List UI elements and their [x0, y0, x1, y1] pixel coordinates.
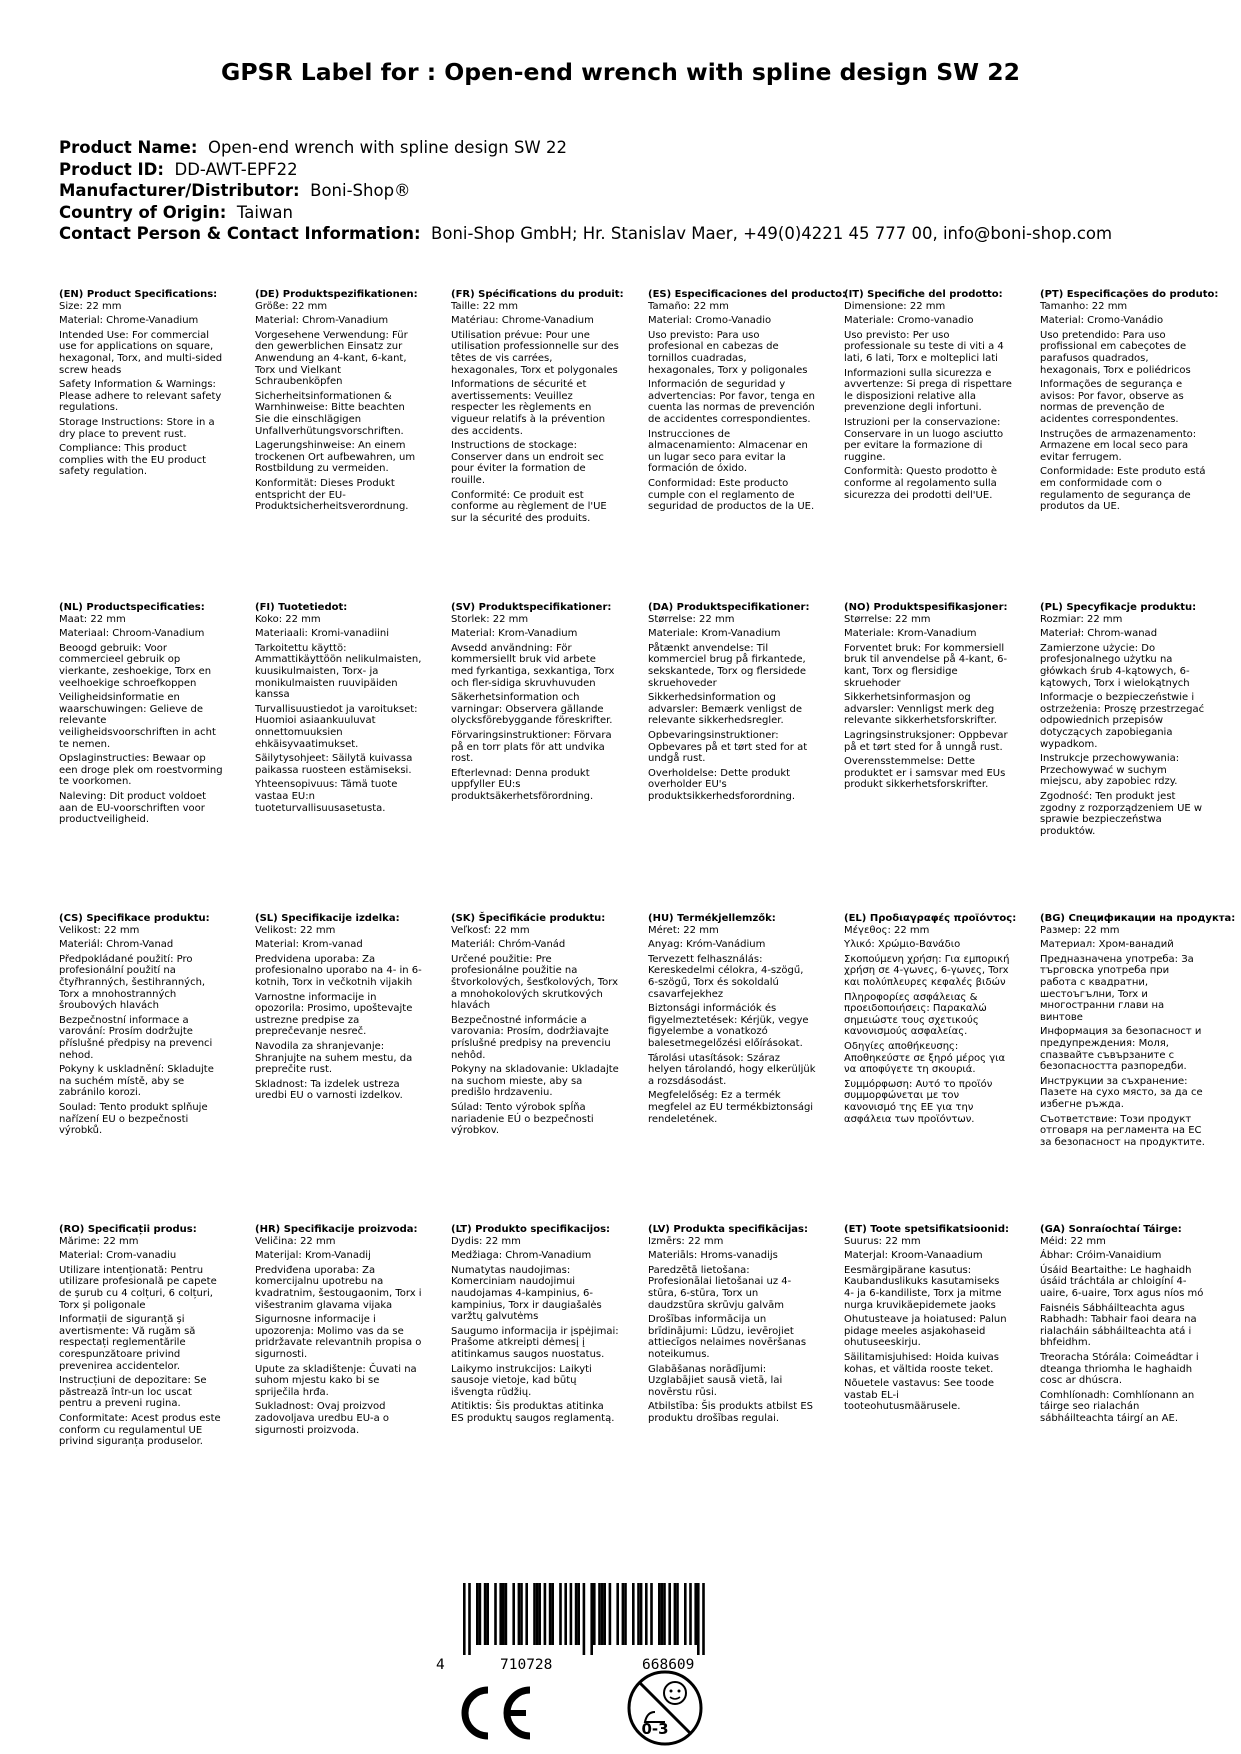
spec-block: [1040, 1224, 1208, 1428]
contact-value: Boni-Shop GmbH; Hr. Stanislav Maer, +49(0)4221 45 777 00, info@boni-shop.com: [431, 224, 1113, 243]
spec-line: Conformité: Ce produit est conforme au règlement de l'UE sur la sécurité des produits.: [451, 489, 607, 524]
spec-block: [844, 1224, 1012, 1416]
country-label: Country of Origin:: [59, 202, 227, 222]
spec-line: Säkerhetsinformation och varningar: Observera gällande olycksförebyggande föreskrifter.: [451, 692, 613, 727]
spec-line: Utilizare intenționată: Pentru utilizare profesională pe capete de șurub cu 4 colțuri, 6 colțuri, Torx și poligonale: [59, 1264, 217, 1311]
spec-line: Μέγεθος: 22 mm: [844, 924, 930, 936]
spec-line: Material: Krom-Vanadium: [451, 628, 578, 640]
barcode-bar: [583, 1583, 586, 1655]
spec-line: Skladnost: Ta izdelek ustreza uredbi EU o varnosti izdelkov.: [255, 1078, 403, 1102]
spec-line: Säilytysohjeet: Säilytä kuivassa paikassa ruosteen estämiseksi.: [255, 753, 413, 776]
spec-heading: (EL) Προδιαγραφές προϊόντος:: [844, 913, 1017, 924]
spec-line: Taille: 22 mm: [451, 300, 519, 312]
barcode-bar: [499, 1583, 502, 1645]
spec-line: Vorgesehene Verwendung: Für den gewerblichen Einsatz zur Anwendung an 4-kant, 6-kant, Torx und Vielkant Schraubenköpfen: [255, 329, 408, 388]
spec-line: Koko: 22 mm: [255, 613, 321, 625]
spec-line: Storage Instructions: Store in a dry place to prevent rust.: [59, 416, 215, 440]
spec-heading: (ES) Especificaciones del producto:: [648, 289, 847, 300]
barcode-digits-right: 668609: [642, 1657, 695, 1673]
spec-line: Material: Crom-vanadiu: [59, 1250, 177, 1262]
spec-block: [648, 1224, 816, 1428]
spec-line: Σκοπούμενη χρήση: Για εμπορική χρήση σε 4-γωνες, 6-γωνες, Torx και πολύπλευρες κεφαλές βιδών: [844, 953, 1010, 988]
spec-line: Material: Cromo-Vanadio: [648, 315, 772, 327]
spec-line: Dydis: 22 mm: [451, 1235, 521, 1247]
spec-line: Rozmiar: 22 mm: [1040, 613, 1123, 625]
barcode-bar: [609, 1583, 612, 1645]
spec-line: Beoogd gebruik: Voor commercieel gebruik op vierkante, zeshoekige, Torx en veelhoekige schroefkoppen: [59, 642, 212, 689]
spec-block: [451, 1224, 619, 1428]
spec-line: Laikymo instrukcijos: Laikyti sausoje vietoje, kad būtų išvengta rūdžių.: [451, 1363, 592, 1398]
spec-line: Material: Cromo-Vanádio: [1040, 315, 1164, 327]
spec-line: Instrucțiuni de depozitare: Se păstrează într-un loc uscat pentru a preveni rugina.: [59, 1375, 207, 1410]
spec-line: Lagerungshinweise: An einem trockenen Ort aufbewahren, um Rostbildung zu vermeiden.: [255, 440, 416, 475]
spec-block: [451, 913, 619, 1140]
barcode-bar: [622, 1583, 625, 1645]
barcode-bar: [598, 1583, 601, 1645]
spec-line: Veľkosť: 22 mm: [451, 924, 530, 936]
barcode-bar: [590, 1583, 593, 1655]
spec-line: Pokyny na skladovanie: Ukladajte na suchom mieste, aby sa predišlo hrdzaveniu.: [451, 1064, 619, 1099]
spec-line: Tamaño: 22 mm: [648, 300, 729, 312]
spec-line: Varnostne informacije in opozorila: Prosimo, upoštevajte ustrezne predpise za preprečevanje nesreč.: [255, 991, 413, 1038]
ce-mark-icon: [452, 1682, 534, 1744]
spec-block: [255, 1224, 423, 1439]
spec-heading: (LV) Produkta specifikācijas:: [648, 1224, 808, 1235]
spec-line: Mărime: 22 mm: [59, 1235, 139, 1247]
barcode-bar: [601, 1583, 604, 1645]
spec-line: Materiaali: Kromi-vanadiini: [255, 628, 390, 640]
barcode-bar: [663, 1583, 666, 1645]
spec-line: Materiale: Krom-Vanadium: [844, 628, 977, 640]
spec-block: [648, 602, 816, 806]
country-row: [59, 202, 1209, 224]
spec-heading: (FI) Tuotetiedot:: [255, 602, 348, 613]
barcode-bar: [570, 1583, 573, 1645]
spec-line: Material: Chrom-Vanadium: [255, 315, 389, 327]
spec-line: Materiál: Chróm-Vanád: [451, 939, 566, 951]
spec-line: Izmērs: 22 mm: [648, 1235, 724, 1247]
spec-line: Overensstemmelse: Dette produktet er i samsvar med EUs produkt sikkerhetsforskrifter.: [844, 756, 1006, 791]
spec-line: Materiale: Krom-Vanadium: [648, 628, 781, 640]
barcode-bar: [486, 1583, 489, 1645]
spec-heading: (PL) Specyfikacje produktu:: [1040, 602, 1197, 613]
spec-heading: (BG) Спецификации на продукта:: [1040, 913, 1236, 924]
spec-line: Maat: 22 mm: [59, 613, 126, 625]
spec-block: [59, 289, 227, 481]
spec-line: Atbilstība: Šis produkts atbilst ES produktu drošības regulai.: [648, 1401, 814, 1424]
spec-line: Zgodność: Ten produkt jest zgodny z rozporządzeniem UE w sprawie bezpieczeństwa produktów.: [1040, 790, 1203, 837]
spec-heading: (EN) Product Specifications:: [59, 289, 218, 300]
spec-heading: (FR) Spécifications du produit:: [451, 289, 624, 300]
spec-line: Megfelelőség: Ez a termék megfelel az EU termékbiztonsági rendeletének.: [648, 1090, 814, 1125]
spec-line: Overholdelse: Dette produkt overholder EU's produktsikkerhedsforordning.: [648, 767, 796, 802]
spec-line: Matériau: Chrome-Vanadium: [451, 315, 594, 327]
barcode-bar: [668, 1583, 671, 1645]
spec-block: [844, 913, 1017, 1128]
spec-heading: (IT) Specifiche del prodotto:: [844, 289, 1003, 300]
spec-line: Съответствие: Този продукт отговаря на регламента на ЕС за безопасност на продуктите.: [1040, 1113, 1205, 1148]
spec-block: [844, 289, 1012, 504]
spec-line: Méid: 22 mm: [1040, 1235, 1106, 1247]
barcode-bar: [694, 1583, 697, 1645]
barcode-bar: [463, 1583, 466, 1655]
barcode-bar: [512, 1583, 515, 1645]
spec-line: Soulad: Tento produkt splňuje nařízení EU o bezpečnosti výrobků.: [59, 1101, 208, 1137]
barcode-bar: [536, 1583, 539, 1645]
spec-block: [59, 1224, 227, 1451]
barcode-bar: [533, 1583, 536, 1645]
barcode-bar: [564, 1583, 567, 1645]
product-id-label: Product ID:: [59, 159, 164, 179]
spec-line: Numatytas naudojimas: Komerciniam naudojimui naudojamas 4-kampinius, 6-kampinius, Torx ir daugiašalės varžtų galvutėms: [451, 1264, 602, 1323]
spec-line: Größe: 22 mm: [255, 300, 328, 312]
spec-line: Förvaringsinstruktioner: Förvara på en torr plats för att undvika rost.: [451, 729, 612, 765]
product-id-row: [59, 159, 1209, 181]
spec-line: Lagringsinstruksjoner: Oppbevar på et tørt sted for å unngå rust.: [844, 729, 1008, 753]
spec-line: Forventet bruk: For kommersiell bruk til anvendelse på 4-kant, 6-kant, Torx og flersidige skruehoder: [844, 642, 1008, 689]
spec-line: Konformität: Dieses Produkt entspricht der EU-Produktsicherheitsverordnung.: [255, 477, 409, 513]
spec-block: [648, 289, 847, 516]
spec-line: Treoracha Stórála: Coimeádtar i dteanga thriomha le haghaidh cosc ar dhúscra.: [1040, 1351, 1199, 1387]
spec-line: Conformidad: Este producto cumple con el reglamento de seguridad de productos de la UE.: [648, 477, 815, 513]
spec-line: Drošības informācija un brīdinājumi: Lūdzu, ievērojiet attiecīgos nelaimes novēršanas noteikumus.: [648, 1314, 807, 1360]
country-value: Taiwan: [236, 202, 293, 222]
spec-line: Påtænkt anvendelse: Til kommerciel brug på firkantede, sekskantede, Torx og flersidede skruehoveder: [648, 642, 807, 689]
spec-line: Veiligheidsinformatie en waarschuwingen: Gelieve de relevante veiligheidsvoorschriften in acht te nemen.: [59, 692, 216, 750]
barcode-bar: [575, 1583, 578, 1645]
spec-line: Uso previsto: Para uso profesional en cabezas de tornillos cuadradas, hexagonales, Torx y poligonales: [648, 329, 808, 376]
barcode-bar: [505, 1583, 508, 1645]
spec-block: [451, 602, 619, 806]
barcode-bar: [484, 1583, 487, 1645]
barcode-bar: [658, 1583, 661, 1645]
spec-block: [255, 289, 423, 516]
spec-line: Intended Use: For commercial use for applications on square, hexagonal, Torx, and multi-sided screw heads: [59, 329, 223, 376]
age-label: 0-3: [641, 1720, 669, 1738]
barcode-bar: [640, 1583, 643, 1645]
spec-line: Материал: Хром-ванадий: [1040, 939, 1174, 951]
barcode-digits-left: 710728: [500, 1657, 553, 1673]
spec-line: Předpokládané použití: Pro profesionální použití na čtyřhranných, šestihranných, Torx a mnohostranných šroubových hlavách: [59, 953, 206, 1012]
page-title: GPSR Label for : Open-end wrench with spline design SW 22: [221, 58, 1020, 86]
spec-line: Información de seguridad y advertencias: Por favor, tenga en cuenta las normas de prevención de accidentes correspondientes.: [648, 379, 816, 425]
barcode-bar: [624, 1583, 627, 1645]
spec-line: Avsedd användning: För kommersiellt bruk vid arbete med fyrkantiga, sexkantiga, Torx och fler-sidiga skruvhuvuden: [451, 642, 615, 689]
contact-row: [59, 223, 1209, 245]
barcode-bar: [544, 1583, 547, 1645]
spec-block: [844, 602, 1012, 794]
spec-line: Sikkerhedsinformation og advarsler: Bemærk venligst de relevante sikkerhedsregler.: [648, 692, 803, 727]
spec-line: Tamanho: 22 mm: [1040, 300, 1128, 312]
spec-line: Méret: 22 mm: [648, 924, 719, 936]
spec-block: [59, 602, 227, 829]
spec-heading: (CS) Specifikace produktu:: [59, 913, 210, 924]
spec-heading: (DE) Produktspezifikationen:: [255, 289, 418, 300]
barcode-bar: [520, 1583, 523, 1645]
spec-line: Instruções de armazenamento: Armazene em local seco para evitar ferrugem.: [1040, 428, 1197, 463]
spec-line: Предназначена употреба: За търговска употреба при работа с квадратни, шестоъгълни, Torx и многостранни глави на винтове: [1040, 953, 1194, 1023]
spec-line: Comhlíonadh: Comhlíonann an táirge seo rialachán sábháilteachta táirgí an AE.: [1040, 1389, 1195, 1424]
barcode-bar: [661, 1583, 664, 1645]
spec-heading: (NO) Produktspesifikasjoner:: [844, 602, 1008, 613]
product-name-value: Open-end wrench with spline design SW 22: [207, 138, 567, 157]
barcode-bar: [676, 1583, 679, 1645]
spec-line: Naleving: Dit product voldoet aan de EU-voorschriften voor productveiligheid.: [59, 790, 207, 826]
product-info: [59, 137, 1209, 245]
spec-line: Размер: 22 mm: [1040, 924, 1120, 936]
spec-line: Opbevaringsinstruktioner: Opbevares på et tørt sted for at undgå rust.: [648, 729, 808, 765]
barcode-bar: [637, 1583, 640, 1645]
barcode-bar: [549, 1583, 552, 1645]
spec-line: Säilitamisjuhised: Hoida kuivas kohas, et vältida rooste teket.: [844, 1351, 1000, 1375]
barcode-bar: [650, 1583, 653, 1645]
spec-line: Størrelse: 22 mm: [844, 613, 931, 625]
spec-line: Υλικό: Χρώμιο-Βανάδιο: [844, 939, 961, 951]
spec-line: Medžiaga: Chrom-Vanadium: [451, 1250, 592, 1262]
spec-line: Navodila za shranjevanje: Shranjujte na suhem mestu, da preprečite rust.: [255, 1040, 413, 1076]
spec-line: Tárolási utasítások: Száraz helyen tárolandó, hogy elkerüljük a rozsdásodást.: [648, 1052, 816, 1087]
spec-heading: (RO) Specificații produs:: [59, 1224, 197, 1235]
spec-line: Size: 22 mm: [59, 300, 122, 312]
spec-line: Materiaal: Chroom-Vanadium: [59, 628, 205, 640]
spec-heading: (NL) Productspecificaties:: [59, 602, 205, 613]
spec-line: Efterlevnad: Denna produkt uppfyller EU:s produktsäkerhetsförordning.: [451, 767, 594, 802]
spec-line: Safety Information & Warnings: Please adhere to relevant safety regulations.: [59, 379, 222, 414]
spec-line: Informações de segurança e avisos: Por favor, observe as normas de prevenção de acidentes correspondentes.: [1040, 379, 1184, 425]
spec-block: [255, 913, 423, 1105]
contact-label: Contact Person & Contact Information:: [59, 224, 421, 243]
spec-line: Upute za skladištenje: Čuvati na suhom mjestu kako bi se spriječila hrđa.: [255, 1363, 417, 1398]
spec-line: Tarkoitettu käyttö: Ammattikäyttöön nelikulmaisten, kuusikulmaisten, Torx- ja monikulmaisten ruuvipäiden kanssa: [255, 642, 422, 701]
spec-line: Informations de sécurité et avertissements: Veuillez respecter les règlements en vigueur relatifs à la prévention des accidents.: [451, 379, 606, 437]
spec-line: Nõuetele vastavus: See toode vastab EL-i tooteohutusmäärusele.: [844, 1378, 995, 1413]
spec-line: Uso previsto: Per uso professionale su teste di viti a 4 lati, 6 lati, Torx e molteplici lati: [844, 329, 1004, 364]
spec-line: Sigurnosne informacije i upozorenja: Molimo vas da se pridržavate relevantnih propisa o sigurnosti.: [255, 1314, 422, 1360]
barcode-bar: [702, 1583, 705, 1655]
spec-line: Instructions de stockage: Conserver dans un endroit sec pour éviter la formation de rouille.: [451, 440, 604, 486]
product-id-value: DD-AWT-EPF22: [174, 159, 298, 179]
spec-line: Ohutusteave ja hoiatused: Palun pidage meeles asjakohaseid ohutuseeskirju.: [844, 1314, 1007, 1349]
product-name-row: [59, 137, 1209, 159]
spec-line: Glabāšanas norādījumi: Uzglabājiet sausā vietā, lai novērstu rūsi.: [648, 1363, 783, 1398]
spec-line: Conformitate: Acest produs este conform cu regulamentul UE privind siguranța produselor.: [59, 1412, 221, 1448]
spec-line: Bezpečnostné informácie a varovania: Prosím, dodržiavajte príslušné predpisy na prevenciu nehôd.: [451, 1014, 611, 1061]
spec-block: [1040, 602, 1208, 840]
spec-line: Dimensione: 22 mm: [844, 300, 946, 312]
spec-line: Информация за безопасност и предупреждения: Моля, спазвайте съвързаните с безопасността разпоредби.: [1040, 1026, 1202, 1073]
barcode-bar: [593, 1583, 596, 1645]
spec-heading: (SL) Specifikacije izdelka:: [255, 913, 400, 924]
spec-line: Zamierzone użycie: Do profesjonalnego użytku na główkach śrub 4-kątowych, 6-kątowych, Torx i wielokątnych: [1040, 642, 1190, 689]
spec-line: Paredzētā lietošana: Profesionālai lietošanai uz 4-stūra, 6-stūra, Torx un daudzstūra skrūvju galvām: [648, 1264, 792, 1311]
spec-line: Eesmärgipärane kasutus: Kaubanduslikuks kasutamiseks 4- ja 6-kandiliste, Torx ja mitme nurga kruvikäepidemete jaoks: [844, 1264, 1002, 1311]
spec-line: Conformidade: Este produto está em conformidade com o regulamento de segurança de produtos da UE.: [1040, 466, 1206, 513]
barcode-bar: [616, 1583, 619, 1645]
spec-line: Opslaginstructies: Bewaar op een droge plek om roestvorming te voorkomen.: [59, 753, 223, 788]
barcode-bar: [645, 1583, 648, 1645]
spec-line: Informații de siguranță și avertismente: Vă rugăm să respectați reglementările corespunzătoare privind prevenirea accidentelor.: [59, 1314, 196, 1372]
barcode-bar: [476, 1583, 479, 1645]
barcode-bar: [525, 1583, 528, 1645]
spec-line: Tervezett felhasználás: Kereskedelmi célokra, 4-szögű, 6-szögű, Torx és sokoldalú csavarfejekhez: [648, 953, 804, 1000]
spec-line: Predviđena uporaba: Za komercijalnu upotrebu na kvadratnim, šestougaonim, Torx i višestranim glavama vijaka: [255, 1264, 422, 1311]
spec-line: Materiāls: Hroms-vanadijs: [648, 1250, 778, 1262]
spec-line: Sukladnost: Ovaj proizvod zadovoljava uredbu EU-a o sigurnosti proizvoda.: [255, 1401, 390, 1436]
spec-line: Συμμόρφωση: Αυτό το προϊόν συμμορφώνεται με τον κανονισμό της ΕΕ για την ασφάλεια των προϊόντων.: [844, 1078, 993, 1125]
barcode-bar: [674, 1583, 677, 1645]
spec-heading: (DA) Produktspecifikationer:: [648, 602, 810, 613]
spec-heading: (SK) Špecifikácie produktu:: [451, 913, 606, 924]
spec-line: Materjal: Kroom-Vanaadium: [844, 1250, 983, 1262]
spec-line: Инструкции за съхранение: Пазете на сухо място, за да се избегне ръжда.: [1040, 1075, 1203, 1110]
spec-heading: (HR) Specifikacije proizvoda:: [255, 1224, 418, 1235]
spec-block: [648, 913, 816, 1128]
spec-line: Material: Chrome-Vanadium: [59, 315, 199, 327]
spec-heading: (PT) Especificações do produto:: [1040, 289, 1219, 300]
barcode-bar: [577, 1583, 580, 1645]
spec-line: Ábhar: Cróim-Vanaidium: [1040, 1250, 1162, 1262]
spec-line: Πληροφορίες ασφάλειας & προειδοποιήσεις: Παρακαλώ σημειώστε τους σχετικούς κανονισμούς ασφαλείας.: [844, 991, 987, 1038]
manufacturer-value: Boni-Shop®: [310, 181, 411, 200]
spec-line: Suurus: 22 mm: [844, 1235, 921, 1247]
spec-line: Anyag: Króm-Vanádium: [648, 939, 766, 951]
spec-line: Určené použitie: Pre profesionálne použitie na štvorkolových, šesťkolových, Torx a mnohokolových skrutkových hlavách: [451, 953, 619, 1012]
spec-heading: (SV) Produktspecifikationer:: [451, 602, 612, 613]
spec-block: [1040, 913, 1236, 1151]
product-name-label: Product Name:: [59, 138, 198, 157]
spec-block: [255, 602, 423, 817]
spec-line: Predvidena uporaba: Za profesionalno uporabo na 4- in 6-kotnih, Torx in večkotnih vijakih: [255, 953, 422, 988]
spec-line: Storlek: 22 mm: [451, 613, 529, 625]
barcode-bar: [468, 1583, 471, 1655]
barcode-bar: [559, 1583, 562, 1645]
spec-line: Materiał: Chrom-wanad: [1040, 628, 1158, 640]
spec-heading: (ET) Toote spetsifikatsioonid:: [844, 1224, 1010, 1235]
barcode-bar: [603, 1583, 606, 1645]
barcode: [463, 1583, 743, 1655]
spec-line: Súlad: Tento výrobok spĺňa nariadenie EÚ o bezpečnosti výrobkov.: [451, 1101, 594, 1137]
spec-line: Utilisation prévue: Pour une utilisation professionnelle sur des têtes de vis carrées, hexagonales, Torx et polygonales: [451, 329, 619, 376]
spec-line: Materiál: Chrom-Vanad: [59, 939, 174, 951]
spec-line: Οδηγίες αποθήκευσης: Αποθηκεύστε σε ξηρό μέρος για να αποφύγετε τη σκουριά.: [844, 1040, 1006, 1076]
spec-line: Saugumo informacija ir įspėjimai: Prašome atkreipti dėmesį į atitinkamus saugos nuostatus.: [451, 1325, 619, 1360]
spec-line: Material: Krom-vanad: [255, 939, 363, 951]
spec-line: Atitiktis: Šis produktas atitinka ES produktų saugos reglamentą.: [451, 1401, 615, 1424]
barcode-bar: [494, 1583, 497, 1645]
spec-line: Turvallisuustiedot ja varoitukset: Huomioi asiaankuuluvat onnettomuuksien ehkäisyvaatimukset.: [255, 703, 418, 750]
spec-line: Materiale: Cromo-vanadio: [844, 315, 974, 327]
barcode-bar: [479, 1583, 482, 1645]
barcode-bar: [502, 1583, 505, 1645]
barcode-bar: [684, 1583, 687, 1645]
spec-line: Uso pretendido: Para uso profissional em cabeçotes de parafusos quadrados, hexagonais, Torx e poliédricos: [1040, 329, 1191, 376]
spec-line: Istruzioni per la conservazione: Conservare in un luogo asciutto per evitare la formazione di ruggine.: [844, 416, 1004, 463]
spec-block: [1040, 289, 1219, 516]
spec-line: Informacje o bezpieczeństwie i ostrzeżenia: Proszę przestrzegać odpowiednich przepisów dotyczących zapobiegania wypadkom.: [1040, 692, 1205, 750]
spec-line: Faisnéis Sábháilteachta agus Rabhadh: Tabhair faoi deara na rialacháin sábháilteachta atá i bhfeidhm.: [1040, 1302, 1197, 1349]
manufacturer-label: Manufacturer/Distributor:: [59, 181, 300, 200]
spec-line: Sicherheitsinformationen & Warnhinweise: Bitte beachten Sie die einschlägigen Unfallverhütungsvorschriften.: [255, 390, 405, 437]
barcode-bar: [538, 1583, 541, 1645]
spec-line: Instrucciones de almacenamiento: Almacenar en un lugar seco para evitar la formación de óxido.: [648, 428, 808, 475]
barcode-bar: [551, 1583, 554, 1645]
spec-line: Størrelse: 22 mm: [648, 613, 735, 625]
barcode-bar: [518, 1583, 521, 1645]
spec-line: Bezpečnostní informace a varování: Prosím dodržujte příslušné předpisy na prevenci nehod.: [59, 1014, 213, 1061]
spec-line: Pokyny k uskladnění: Skladujte na suchém místě, aby se zabránilo korozi.: [59, 1064, 214, 1099]
spec-block: [59, 913, 227, 1140]
barcode-digit-first: 4: [436, 1657, 445, 1673]
barcode-bar: [689, 1583, 692, 1645]
barcode-bar: [632, 1583, 635, 1645]
spec-line: Yhteensopivuus: Tämä tuote vastaa EU:n tuoteturvallisuusasetusta.: [255, 779, 398, 814]
spec-line: Materijal: Krom-Vanadij: [255, 1250, 371, 1262]
spec-line: Instrukcje przechowywania: Przechowywać w suchym miejscu, aby zapobiec rdzy.: [1040, 753, 1180, 788]
spec-line: Biztonsági információk és figyelmeztetések: Kérjük, vegye figyelembe a vonatkozó balesetmegelőzési előírásokat.: [648, 1003, 809, 1049]
spec-line: Veličina: 22 mm: [255, 1235, 336, 1247]
spec-line: Úsáid Beartaithe: Le haghaidh úsáid tráchtála ar chloigíní 4-uaire, 6-uaire, Torx agus níos mó: [1040, 1264, 1204, 1299]
spec-heading: (GA) Sonraíochtaí Táirge:: [1040, 1224, 1182, 1235]
manufacturer-row: [59, 180, 1209, 202]
spec-line: Velikost: 22 mm: [59, 924, 140, 936]
spec-line: Informazioni sulla sicurezza e avvertenze: Si prega di rispettare le disposizioni relative alla prevenzione degli infortuni.: [844, 367, 1012, 414]
spec-heading: (HU) Termékjellemzők:: [648, 913, 776, 924]
spec-line: Compliance: This product complies with the EU product safety regulation.: [59, 443, 207, 478]
spec-line: Conformità: Questo prodotto è conforme al regolamento sulla sicurezza dei prodotti dell'UE.: [844, 466, 998, 501]
spec-line: Velikost: 22 mm: [255, 924, 336, 936]
barcode-bar: [697, 1583, 700, 1655]
not-for-children-icon: [625, 1668, 705, 1748]
spec-block: [451, 289, 624, 527]
spec-heading: (LT) Produkto specifikacijos:: [451, 1224, 611, 1235]
spec-line: Sikkerhetsinformasjon og advarsler: Vennligst merk deg relevante sikkerhetsforskrifter.: [844, 692, 997, 727]
